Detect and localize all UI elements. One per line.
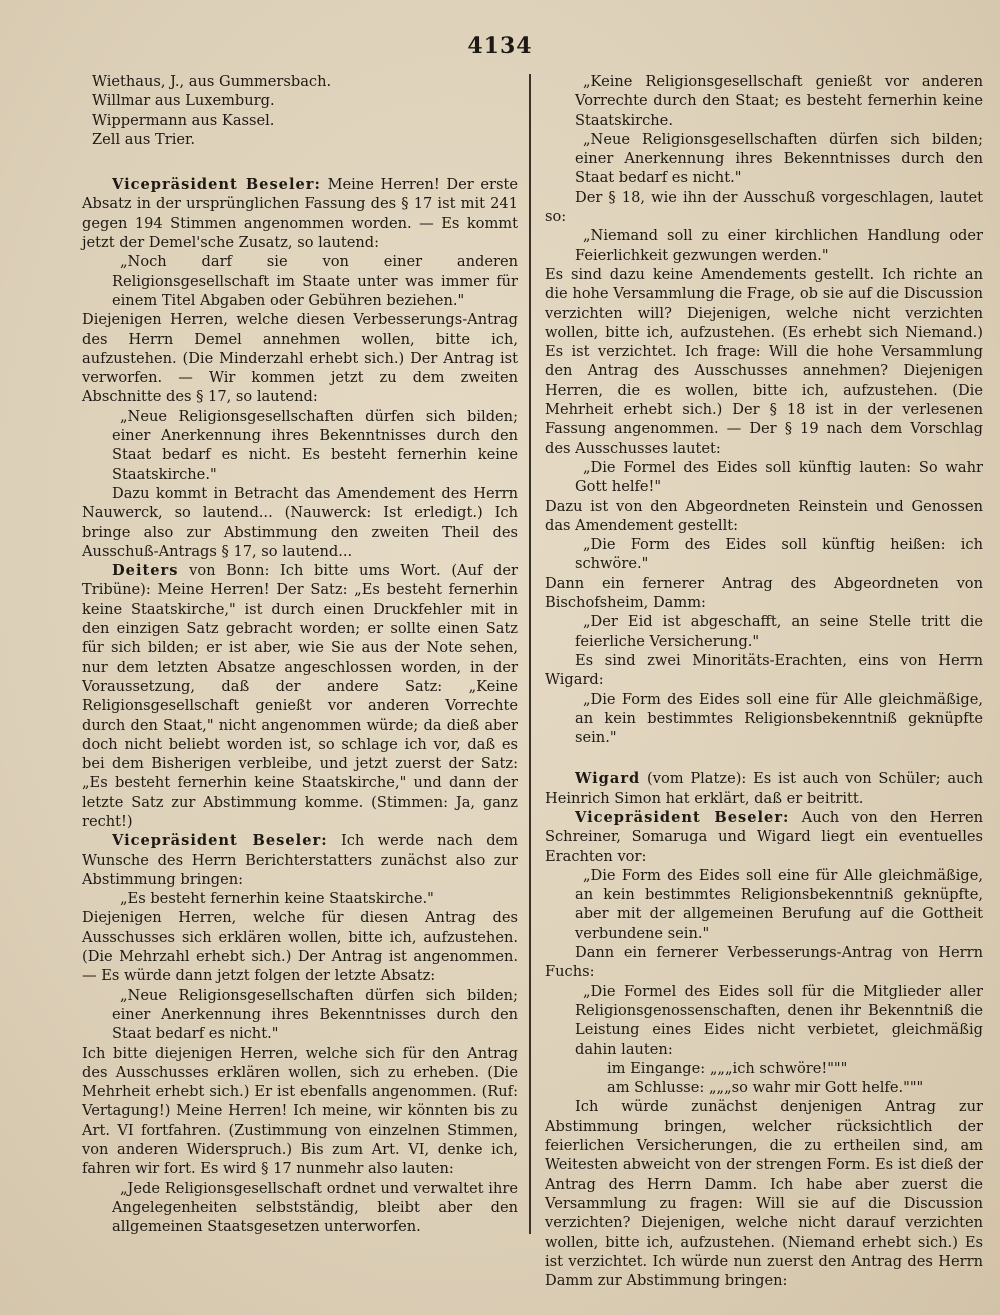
quoted-text: „Jede Religionsgesellschaft ordnet und verwaltet ihre Angelegenheiten selbstständig, bleibt aber den allgemeinen Staatsgesetzen unterworfen.	[112, 1179, 518, 1236]
speech-text: Meine Herren! Der erste Absatz in der ursprünglichen Fassung des § 17 ist mit 241 gegen 194 Stimmen angenommen worden. — Es kommt jetzt der Demel'sche Zusatz, so lautend:	[82, 176, 518, 252]
body-paragraph: Ich würde zunächst denjenigen Antrag zur Abstimmung bringen, welcher rücksichtlich der feierlichen Versicherungen, die zu ertheilen sind, am Weitesten abweicht von der strengen Form. Es ist dieß der Antrag des Herrn Damm. Ich habe aber zuerst die Versammlung zu fragen: Will sie auf die Discussion verzichten? Diejenigen, welche nicht darauf verzichten wollen, bitte ich, aufzustehen. (Niemand erhebt sich.) Es ist verzichtet. Ich würde nun zuerst den Antrag des Herrn Damm zur Abstimmung bringen:	[545, 1098, 983, 1290]
page-number: 4134	[467, 33, 533, 59]
right-column	[545, 72, 983, 1290]
speaker-name: Wigard	[575, 770, 641, 788]
oath-formula-line: im Eingange: „„„ich schwöre!"""	[607, 1059, 848, 1077]
body-paragraph: Der § 18, wie ihn der Ausschuß vorgeschlagen, lautet so:	[545, 188, 983, 226]
speech-text: Auch von den Herren Schreiner, Somaruga und Wigard liegt ein eventuelles Erachten vor:	[545, 808, 983, 865]
body-paragraph: Es sind dazu keine Amendements gestellt. Ich richte an die hohe Versammlung die Frage, ob sie auf die Discussion verzichten will? Diejenigen, welche nicht verzichten wollen, bitte ich, aufzustehen. (Es erhebt sich Niemand.) Es ist verzichtet. Ich frage: Will die hohe Versammlung den Antrag des Ausschusses annehmen? Diejenigen Herren, die es wollen, bitte ich, aufzustehen. (Die Mehrheit erhebt sich.) Der § 18 ist in der verlesenen Fassung angenommen. — Der § 19 nach dem Vorschlag des Ausschusses lautet:	[545, 265, 983, 457]
quoted-text: „Die Form des Eides soll eine für Alle gleichmäßige, an kein bestimmtes Religionsbekenntniß geknüpfte, aber mit der allgemeinen Berufung auf die Gottheit verbundene sein."	[575, 866, 983, 942]
speech-text: Ich werde nach dem Wunsche des Herrn Berichterstatters zunächst also zur Abstimmung bringen:	[82, 832, 519, 888]
quoted-text: „Niemand soll zu einer kirchlichen Handlung oder Feierlichkeit gezwungen werden."	[575, 227, 983, 264]
speaker-name: Vicepräsident Beseler:	[112, 176, 321, 194]
speech-paragraph	[82, 175, 518, 252]
quoted-text: „Neue Religionsgesellschaften dürfen sich bilden; einer Anerkennung ihres Bekenntnisses durch den Staat bedarf es nicht. Es besteht fernerhin keine Staatskirche."	[112, 407, 518, 483]
speech-text: (vom Platze): Es ist auch von Schüler; auch Heinrich Simon hat erklärt, daß er beitritt.	[545, 770, 983, 807]
body-paragraph: Dann ein fernerer Verbesserungs-Antrag von Herrn Fuchs:	[545, 944, 983, 981]
speaker-name: Vicepräsident Beseler:	[575, 808, 790, 826]
quoted-text: „Die Formel des Eides soll künftig lauten: So wahr Gott helfe!"	[575, 458, 983, 496]
quoted-text: „Neue Religionsgesellschaften dürfen sich bilden; einer Anerkennung ihres Bekenntnisses durch den Staat bedarf es nicht."	[575, 130, 983, 187]
quoted-text: „Der Eid ist abgeschafft, an seine Stelle tritt die feierliche Versicherung."	[575, 613, 983, 650]
quoted-text: „Keine Religionsgesellschaft genießt vor anderen Vorrechte durch den Staat; es besteht fernerhin keine Staatskirche.	[575, 73, 983, 129]
body-paragraph: Dann ein fernerer Antrag des Abgeordneten von Bischofsheim, Damm:	[545, 574, 983, 612]
oath-formula-line: am Schlusse: „„„so wahr mir Gott helfe."""	[607, 1079, 924, 1097]
body-paragraph: Dazu kommt in Betracht das Amendement des Herrn Nauwerck, so lautend... (Nauwerck: Ist erledigt.) Ich bringe also zur Abstimmung den zweiten Theil des Ausschuß-Antrags § 17, so lautend...	[82, 484, 518, 560]
quoted-text: „Die Formel des Eides soll für die Mitglieder aller Religionsgenossenschaften, denen ihr Bekenntniß die Leistung eines Eides nicht verbietet, gleichmäßig dahin lauten:	[575, 982, 983, 1058]
body-paragraph: Diejenigen Herren, welche diesen Verbesserungs-Antrag des Herrn Demel annehmen wollen, bitte ich, aufzustehen. (Die Minderzahl erhebt sich.) Der Antrag ist verworfen. — Wir kommen jetzt zu dem zweiten Abschnitte des § 17, so lautend:	[82, 311, 518, 406]
speaker-name: Deiters	[112, 562, 179, 580]
body-paragraph: Ich bitte diejenigen Herren, welche sich für den Antrag des Ausschusses erklären wollen, sich zu erheben. (Die Mehrheit erhebt sich.) Er ist ebenfalls angenommen. (Ruf: Vertagung!) Meine Herren! Ich meine, wir könnten bis zu Art. VI fortfahren. (Zustimmung von einzelnen Stimmen, von anderen Widerspruch.) Bis zum Art. VI, denke ich, fahren wir fort. Es wird § 17 nunmehr also lauten:	[82, 1044, 518, 1178]
speech-text: von Bonn: Ich bitte ums Wort. (Auf der Tribüne): Meine Herren! Der Satz: „Es besteht fernerhin keine Staatskirche," ist durch einen Druckfehler mit in den einzigen Satz gebracht worden; er sollte einen Satz für sich bilden; er ist aber, wie Sie aus der Note sehen, nur dem letzten Absatze angeschlossen worden, in der Voraussetzung, daß der andere Satz: „Keine Religionsgesellschaft genießt vor anderen Vorrechte durch den Staat," nicht angenommen würde; da dieß aber doch nicht beliebt worden ist, so schlage ich vor, daß es bei dem Bisherigen verbleibe, und jetzt zuerst der Satz: „Es besteht fernerhin keine Staatskirche," und dann der letzte Satz zur Abstimmung komme. (Stimmen: Ja, ganz recht!)	[82, 562, 518, 830]
speech-paragraph	[545, 769, 983, 808]
speech-paragraph	[82, 831, 518, 889]
member-name: Zell aus Trier.	[92, 130, 196, 148]
speech-paragraph	[545, 808, 983, 866]
quoted-text: „Die Form des Eides soll eine für Alle gleichmäßige, an kein bestimmtes Religionsbekenntniß geknüpfte sein."	[575, 690, 983, 747]
quoted-text: „Die Form des Eides soll künftig heißen: ich schwöre."	[575, 536, 983, 573]
quoted-text: „Noch darf sie von einer anderen Religionsgesellschaft im Staate unter was immer für einem Titel Abgaben oder Gebühren beziehen."	[112, 253, 518, 309]
body-paragraph: Diejenigen Herren, welche für diesen Antrag des Ausschusses sich erklären wollen, bitte ich, aufzustehen. (Die Mehrzahl erhebt sich.) Der Antrag ist angenommen. — Es würde dann jetzt folgen der letzte Absatz:	[82, 909, 518, 985]
body-paragraph: Es sind zwei Minoritäts-Erachten, eins von Herrn Wigard:	[545, 651, 983, 689]
body-paragraph: Dazu ist von den Abgeordneten Reinstein und Genossen das Amendement gestellt:	[545, 497, 983, 534]
column-divider	[529, 74, 531, 1234]
quoted-text: „Es besteht fernerhin keine Staatskirche."	[120, 890, 434, 908]
member-name: Wippermann aus Kassel.	[92, 111, 275, 129]
speaker-name: Vicepräsident Beseler:	[112, 832, 328, 850]
member-name: Wiethaus, J., aus Gummersbach.	[92, 73, 332, 90]
quoted-text: „Neue Religionsgesellschaften dürfen sich bilden; einer Anerkennung ihres Bekenntnisses durch den Staat bedarf es nicht."	[112, 986, 518, 1043]
speech-paragraph	[82, 561, 518, 831]
member-name: Willmar aus Luxemburg.	[92, 92, 275, 110]
left-column	[82, 72, 518, 1237]
